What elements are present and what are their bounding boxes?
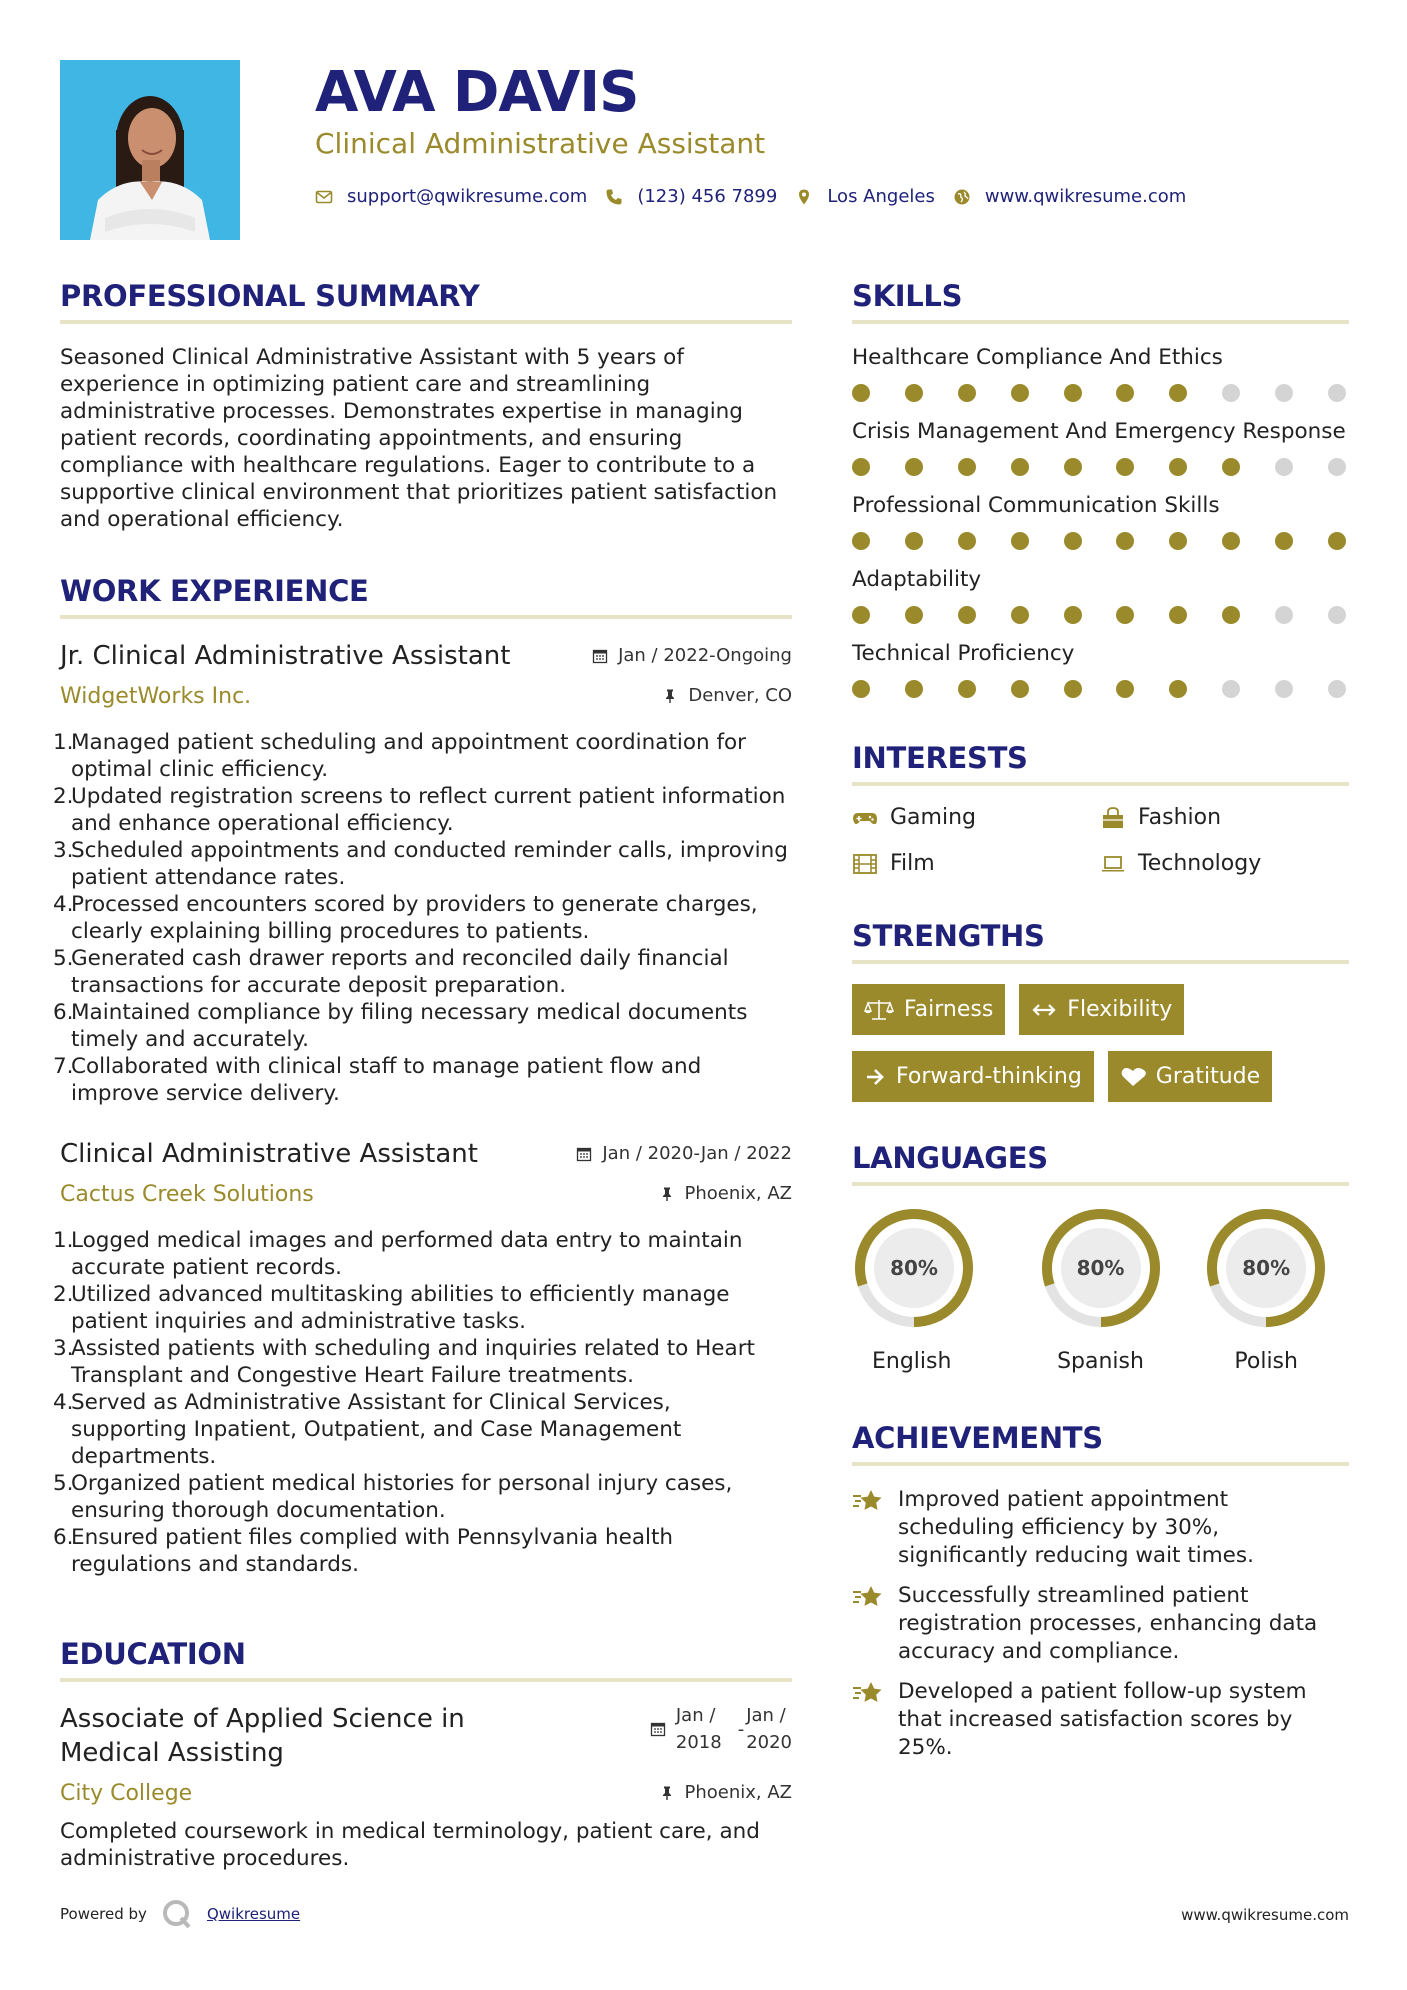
arrow-right-icon xyxy=(864,1065,886,1089)
pushpin-icon xyxy=(662,688,678,704)
skill-name: Technical Proficiency xyxy=(852,641,1075,666)
summary-heading: PROFESSIONAL SUMMARY xyxy=(60,279,480,313)
rating-dot-filled xyxy=(905,680,923,698)
achievement-item xyxy=(852,1486,1349,1570)
job-entry xyxy=(53,1137,792,1578)
phone-icon xyxy=(605,188,623,206)
language-name: Polish xyxy=(1234,1349,1298,1374)
rating-dot-filled xyxy=(905,458,923,476)
rating-dot-empty xyxy=(1222,680,1240,698)
skill-name: Adaptability xyxy=(852,567,982,592)
interest-item xyxy=(852,806,1100,830)
job-company-row xyxy=(60,683,792,711)
job-location xyxy=(662,685,792,706)
rating-dot-filled xyxy=(1169,458,1187,476)
interest-item xyxy=(852,852,1100,876)
strength-chip xyxy=(852,1051,1094,1102)
strength-chip xyxy=(1019,984,1184,1035)
job-company: Cactus Creek Solutions xyxy=(60,1182,314,1207)
contact-row xyxy=(315,186,1355,207)
rating-dot-filled xyxy=(852,606,870,624)
education-date-end xyxy=(746,1702,792,1756)
rating-dot-empty xyxy=(1275,680,1293,698)
shopping-bag-icon xyxy=(1100,806,1126,830)
list-item: 7. Collaborated with clinical staff to manage patient flow and improve service delivery. xyxy=(53,1054,702,1106)
strengths-section xyxy=(852,916,1349,1102)
job-entry xyxy=(53,639,792,1107)
map-pin-icon xyxy=(795,188,813,206)
languages-section xyxy=(852,1138,1349,1376)
list-item: 5. Generated cash drawer reports and reconciled daily financial transactions for accurate deposit preparation. xyxy=(53,946,729,998)
rating-dot-filled xyxy=(958,606,976,624)
job-date xyxy=(576,1143,792,1164)
list-item: 1. Logged medical images and performed data entry to maintain accurate patient records. xyxy=(53,1228,743,1280)
powered-by-text: Powered by xyxy=(60,1905,147,1923)
language-percent: 80% xyxy=(1076,1256,1125,1280)
rating-dot-filled xyxy=(1169,384,1187,402)
list-item: 4. Served as Administrative Assistant for Clinical Services, supporting Inpatient, Outpatient, and Case Management departments. xyxy=(53,1390,682,1469)
summary-section xyxy=(60,276,792,533)
strengths-list xyxy=(852,984,1352,1102)
skill-name: Healthcare Compliance And Ethics xyxy=(852,345,1223,370)
star-award-icon xyxy=(852,1486,884,1516)
job-bullets xyxy=(53,729,792,1107)
rating-dot-empty xyxy=(1328,680,1346,698)
education-heading: EDUCATION xyxy=(60,1637,246,1671)
section-divider xyxy=(852,960,1349,964)
rating-dot-filled xyxy=(905,532,923,550)
interest-label: Fashion xyxy=(1138,805,1222,830)
job-bullets xyxy=(53,1227,792,1578)
calendar-icon xyxy=(592,648,608,664)
qwikresume-logo-icon xyxy=(161,1898,193,1930)
skill-name: Professional Communication Skills xyxy=(852,493,1220,518)
rating-dot-filled xyxy=(1011,532,1029,550)
strength-label: Forward-thinking xyxy=(896,1064,1082,1089)
list-item: 6. Maintained compliance by filing necessary medical documents timely and accurately. xyxy=(53,1000,748,1052)
school-location xyxy=(659,1782,793,1803)
skills-heading: SKILLS xyxy=(852,279,963,313)
list-item: 5. Organized patient medical histories for personal injury cases, ensuring thorough documentation. xyxy=(53,1471,733,1523)
languages-list xyxy=(852,1206,1349,1376)
contact-email-text: support@qwikresume.com xyxy=(347,186,588,207)
pushpin-icon xyxy=(659,1785,675,1801)
language-ring xyxy=(1039,1206,1163,1330)
job-location xyxy=(659,1183,793,1204)
education-date-start xyxy=(676,1702,722,1756)
strength-chip xyxy=(1108,1051,1272,1102)
contact-location xyxy=(795,186,935,207)
qwikresume-link[interactable]: Qwikresume xyxy=(206,1905,301,1923)
experience-heading: WORK EXPERIENCE xyxy=(60,574,369,608)
skill-rating xyxy=(852,458,1346,476)
language-item xyxy=(1018,1206,1184,1376)
rating-dot-filled xyxy=(1011,458,1029,476)
achievements-heading: ACHIEVEMENTS xyxy=(852,1421,1103,1455)
achievement-text: Improved patient appointment scheduling efficiency by 30%, significantly reducing wait times. xyxy=(898,1487,1254,1568)
rating-dot-filled xyxy=(1064,458,1082,476)
star-award-icon xyxy=(852,1582,884,1612)
language-name: Spanish xyxy=(1057,1349,1144,1374)
skills-section xyxy=(852,276,1349,698)
skill-rating xyxy=(852,532,1346,550)
strength-chip xyxy=(852,984,1005,1035)
balance-scale-icon xyxy=(864,998,894,1022)
date-text: 2018 xyxy=(675,1732,722,1753)
rating-dot-filled xyxy=(1116,532,1134,550)
rating-dot-filled xyxy=(958,384,976,402)
rating-dot-filled xyxy=(1169,680,1187,698)
skill-rating xyxy=(852,680,1346,698)
footer-website[interactable]: www.qwikresume.com xyxy=(1181,1906,1349,1924)
rating-dot-empty xyxy=(1275,606,1293,624)
list-item: 1. Managed patient scheduling and appointment coordination for optimal clinic efficiency. xyxy=(53,730,747,782)
candidate-name: AVA DAVIS xyxy=(315,60,639,125)
interests-section xyxy=(852,738,1349,876)
language-percent: 80% xyxy=(1242,1256,1291,1280)
section-divider xyxy=(60,615,792,619)
pushpin-icon xyxy=(659,1186,675,1202)
rating-dot-filled xyxy=(1222,606,1240,624)
school-location-text: Phoenix, AZ xyxy=(684,1782,792,1803)
rating-dot-empty xyxy=(1275,384,1293,402)
rating-dot-filled xyxy=(1275,532,1293,550)
resume-header xyxy=(315,58,1355,207)
achievement-text: Successfully streamlined patient registration processes, enhancing data accuracy and compliance. xyxy=(898,1583,1318,1664)
section-divider xyxy=(60,1678,792,1682)
laptop-icon xyxy=(1100,852,1126,876)
contact-website-text: www.qwikresume.com xyxy=(984,186,1187,207)
rating-dot-filled xyxy=(958,532,976,550)
strength-label: Gratitude xyxy=(1155,1064,1261,1089)
contact-website[interactable] xyxy=(953,186,1186,207)
rating-dot-filled xyxy=(1222,532,1240,550)
rating-dot-filled xyxy=(905,384,923,402)
education-section xyxy=(60,1634,792,1872)
language-name: English xyxy=(872,1349,952,1374)
job-title: Jr. Clinical Administrative Assistant xyxy=(60,641,511,671)
contact-location-text: Los Angeles xyxy=(827,186,935,207)
rating-dot-filled xyxy=(852,680,870,698)
right-column xyxy=(852,276,1349,1774)
skill-rating xyxy=(852,384,1346,402)
interest-label: Film xyxy=(890,851,935,876)
contact-email[interactable] xyxy=(315,186,587,207)
strength-label: Flexibility xyxy=(1067,997,1173,1022)
rating-dot-filled xyxy=(852,532,870,550)
rating-dot-filled xyxy=(1222,458,1240,476)
section-divider xyxy=(852,1182,1349,1186)
interests-list xyxy=(852,806,1349,876)
section-divider xyxy=(852,782,1349,786)
heart-icon xyxy=(1120,1065,1146,1089)
rating-dot-filled xyxy=(905,606,923,624)
list-item: 3. Scheduled appointments and conducted reminder calls, improving patient attendance rates. xyxy=(53,838,788,890)
job-company-row xyxy=(60,1181,792,1209)
globe-icon xyxy=(953,188,971,206)
candidate-title: Clinical Administrative Assistant xyxy=(315,127,766,160)
achievements-list xyxy=(852,1486,1349,1762)
date-text: Jan / xyxy=(675,1705,716,1726)
contact-phone[interactable] xyxy=(605,186,777,207)
profile-photo xyxy=(60,60,240,240)
achievement-text: Developed a patient follow-up system that increased satisfaction scores by 25%. xyxy=(898,1679,1307,1760)
film-icon xyxy=(852,852,878,876)
interest-label: Technology xyxy=(1138,851,1262,876)
education-date xyxy=(650,1702,792,1756)
achievement-item xyxy=(852,1582,1349,1666)
language-item xyxy=(852,1206,1018,1376)
language-ring xyxy=(852,1206,976,1330)
rating-dot-filled xyxy=(1011,606,1029,624)
rating-dot-filled xyxy=(1064,532,1082,550)
envelope-icon xyxy=(315,188,333,206)
section-divider xyxy=(60,320,792,324)
list-item: 6. Ensured patient files complied with Pennsylvania health regulations and standards. xyxy=(53,1525,674,1577)
rating-dot-filled xyxy=(1169,606,1187,624)
rating-dot-empty xyxy=(1328,458,1346,476)
date-text: Jan / xyxy=(746,1705,786,1726)
job-title: Clinical Administrative Assistant xyxy=(60,1139,478,1169)
section-divider xyxy=(852,320,1349,324)
date-text: 2020 xyxy=(746,1732,792,1753)
language-percent: 80% xyxy=(890,1256,938,1280)
list-item: 4. Processed encounters scored by providers to generate charges, clearly explaining billing procedures to patients. xyxy=(53,892,758,944)
summary-text: Seasoned Clinical Administrative Assistant with 5 years of experience in optimizing patient care and streamlining administrative processes. Demonstrates expertise in managing patient records, coordinating appointments, and ensuring compliance with healthcare regulations. Eager to contribute to a supportive clinical environment that prioritizes patient satisfaction and operational efficiency. xyxy=(60,345,778,532)
rating-dot-empty xyxy=(1222,384,1240,402)
rating-dot-filled xyxy=(1011,384,1029,402)
rating-dot-filled xyxy=(1169,532,1187,550)
footer-powered xyxy=(60,1898,300,1930)
rating-dot-filled xyxy=(1064,680,1082,698)
rating-dot-filled xyxy=(1116,458,1134,476)
date-separator: - xyxy=(737,1718,745,1740)
experience-section xyxy=(53,571,792,1578)
degree-line: Medical Assisting xyxy=(60,1738,284,1768)
rating-dot-empty xyxy=(1328,606,1346,624)
skill-rating xyxy=(852,606,1346,624)
rating-dot-filled xyxy=(958,458,976,476)
arrows-horizontal-icon xyxy=(1031,998,1057,1022)
education-entry xyxy=(60,1702,792,1872)
rating-dot-filled xyxy=(1116,606,1134,624)
job-date-text: Jan / 2020-Jan / 2022 xyxy=(602,1143,792,1164)
rating-dot-filled xyxy=(958,680,976,698)
language-item xyxy=(1183,1206,1349,1376)
degree-line: Associate of Applied Science in xyxy=(60,1704,465,1734)
left-column xyxy=(53,276,792,1872)
achievement-item xyxy=(852,1678,1349,1762)
rating-dot-empty xyxy=(1328,384,1346,402)
list-item: 2. Updated registration screens to reflect current patient information and enhance operational efficiency. xyxy=(53,784,786,836)
strengths-heading: STRENGTHS xyxy=(852,919,1045,953)
rating-dot-filled xyxy=(852,384,870,402)
rating-dot-filled xyxy=(1116,680,1134,698)
rating-dot-filled xyxy=(1064,606,1082,624)
language-ring xyxy=(1204,1206,1328,1330)
strength-label: Fairness xyxy=(904,997,994,1022)
education-description: Completed coursework in medical terminology, patient care, and administrative procedures. xyxy=(60,1819,760,1871)
rating-dot-filled xyxy=(1116,384,1134,402)
section-divider xyxy=(852,1462,1349,1466)
skills-list xyxy=(852,344,1349,698)
list-item: 3. Assisted patients with scheduling and inquiries related to Heart Transplant and Congestive Heart Failure treatments. xyxy=(53,1336,755,1388)
contact-phone-text: (123) 456 7899 xyxy=(637,186,778,207)
rating-dot-empty xyxy=(1275,458,1293,476)
job-company: WidgetWorks Inc. xyxy=(60,684,252,709)
star-award-icon xyxy=(852,1678,884,1708)
rating-dot-filled xyxy=(1328,532,1346,550)
skill-name: Crisis Management And Emergency Response xyxy=(852,419,1346,444)
languages-heading: LANGUAGES xyxy=(852,1141,1048,1175)
achievements-section xyxy=(852,1418,1349,1762)
job-location-text: Denver, CO xyxy=(688,685,792,706)
job-location-text: Phoenix, AZ xyxy=(684,1183,792,1204)
school-name: City College xyxy=(60,1781,193,1806)
calendar-icon xyxy=(576,1146,592,1162)
interests-heading: INTERESTS xyxy=(852,741,1028,775)
rating-dot-filled xyxy=(1064,384,1082,402)
rating-dot-filled xyxy=(852,458,870,476)
interest-item xyxy=(1100,806,1348,830)
interest-label: Gaming xyxy=(890,805,976,830)
job-date-text: Jan / 2022-Ongoing xyxy=(618,645,792,666)
list-item: 2. Utilized advanced multitasking abilities to efficiently manage patient inquiries and administrative tasks. xyxy=(53,1282,730,1334)
job-date xyxy=(592,645,792,666)
school-row xyxy=(60,1780,792,1808)
rating-dot-filled xyxy=(1011,680,1029,698)
gamepad-icon xyxy=(852,806,878,830)
calendar-icon xyxy=(650,1721,666,1737)
interest-item xyxy=(1100,852,1348,876)
